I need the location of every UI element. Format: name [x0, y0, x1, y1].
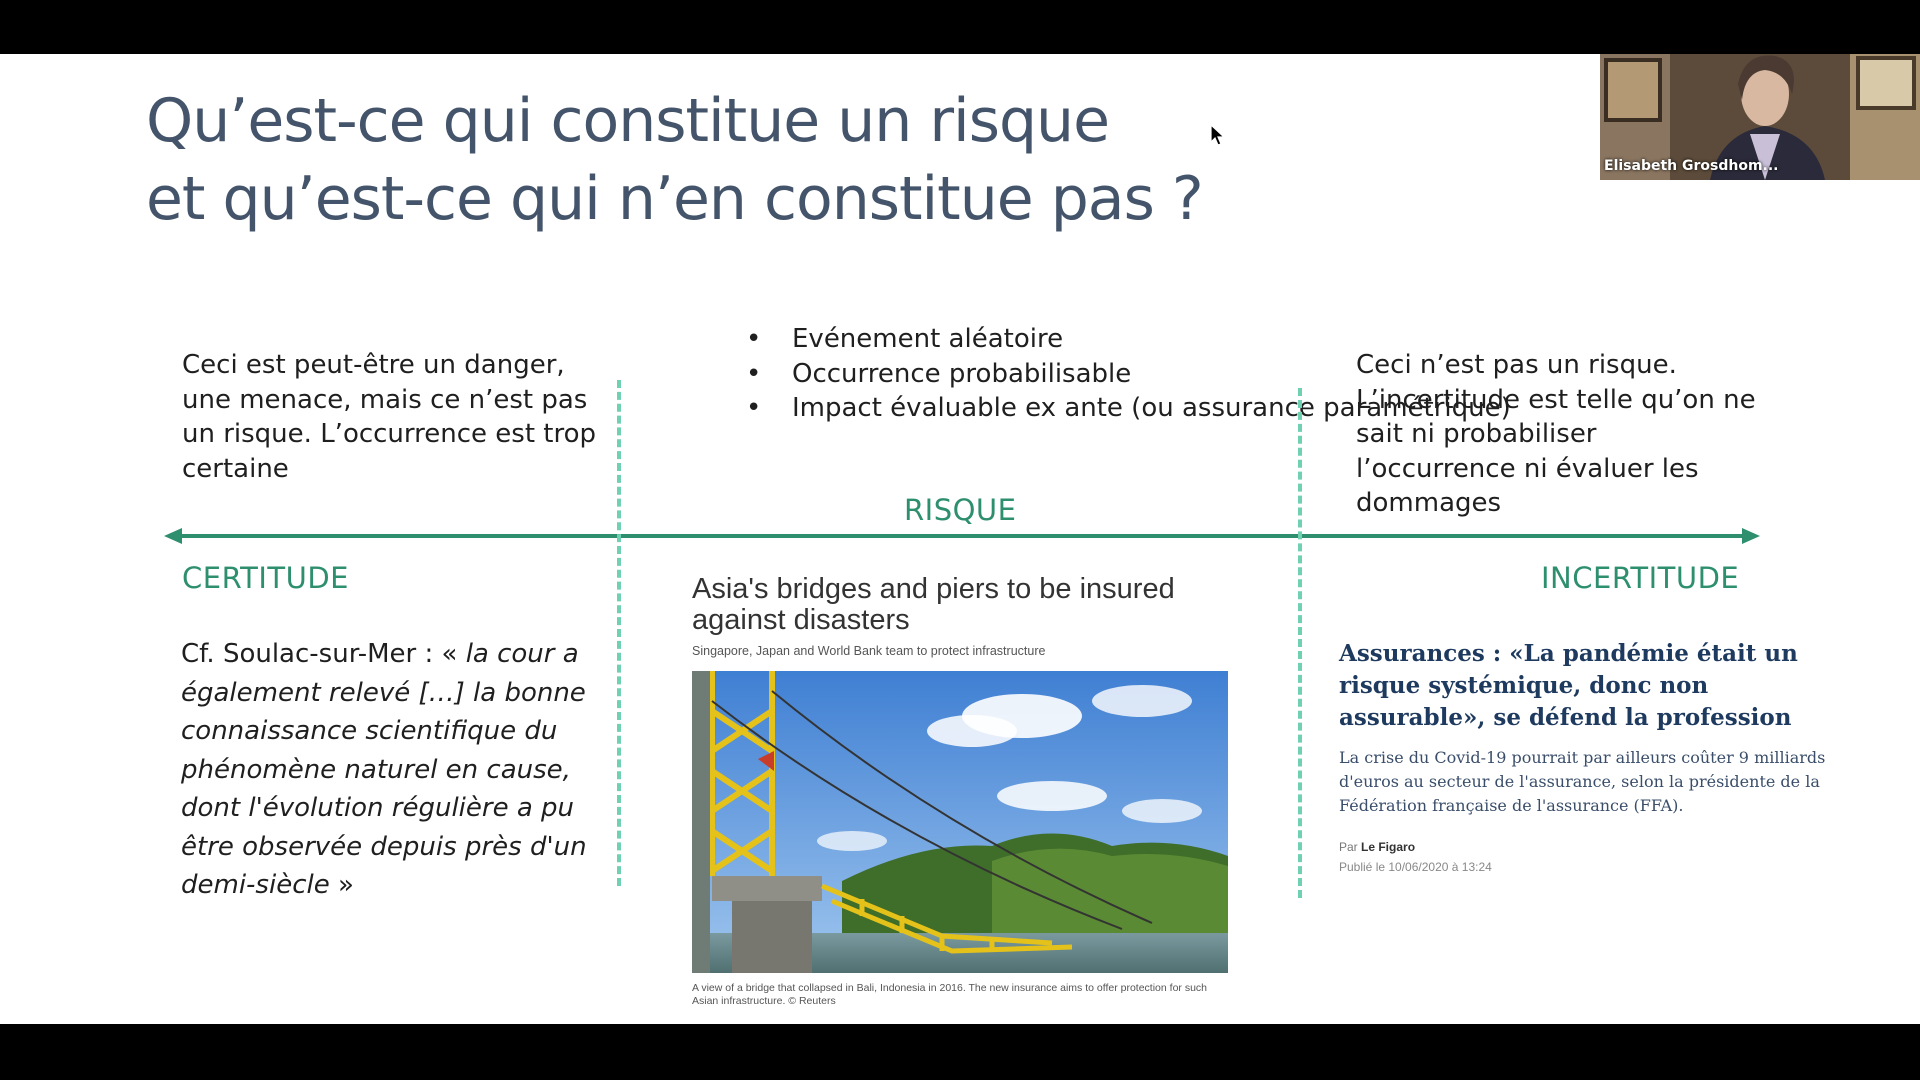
- risk-criterion: • Impact évaluable ex ante (ou assurance paramétrique): [746, 391, 1511, 426]
- label-risque: RISQUE: [904, 493, 1017, 527]
- title-line-1: Qu’est-ce qui constitue un risque: [146, 86, 1109, 156]
- article-asia-subheadline: Singapore, Japan and World Bank team to protect infrastructure: [692, 644, 1046, 658]
- article-figaro-date: Publié le 10/06/2020 à 13:24: [1339, 860, 1492, 874]
- certainty-description: Ceci est peut-être un danger, une menace, mais ce n’est pas un risque. L’occurrence est trop certaine: [182, 350, 597, 484]
- risk-criterion: • Evénement aléatoire: [746, 322, 1511, 357]
- divider-left-dashed: [617, 380, 621, 886]
- divider-right-dashed: [1298, 388, 1302, 898]
- article-figaro: [1339, 638, 1859, 874]
- article-figaro-headline: Assurances : «La pandémie était un risque systémique, donc non assurable», se défend la profession: [1339, 640, 1798, 731]
- participant-name-label: Elisabeth Grosdhom...: [1604, 158, 1779, 174]
- article-asia-headline: Asia's bridges and piers to be insured against disasters: [692, 573, 1175, 636]
- article-asia-caption: A view of a bridge that collapsed in Bali, Indonesia in 2016. The new insurance aims to offer protection for such Asian infrastructure. © Reuters: [692, 982, 1208, 1007]
- quote-suffix: »: [329, 870, 354, 900]
- title-line-2: et qu’est-ce qui n’en constitue pas ?: [146, 164, 1203, 234]
- article-figaro-lead: La crise du Covid-19 pourrait par ailleurs coûter 9 milliards d'euros au secteur de l'assurance, selon la présidente de la Fédération française de l'assurance (FFA).: [1339, 748, 1826, 815]
- label-incertitude: INCERTITUDE: [1541, 561, 1740, 595]
- top-letterbox: [0, 0, 1920, 54]
- uncertainty-description: Ceci n’est pas un risque. L’incertitude est telle qu’on ne sait ni probabiliser l’occurrence ni évaluer les dommages: [1356, 350, 1756, 518]
- slide-title: [146, 82, 1203, 238]
- quote-italic: la cour a également relevé […] la bonne connaissance scientifique du phénomène naturel en cause, dont l'évolution régulière a pu être observée depuis près d'un demi-siècle: [181, 639, 587, 900]
- article-asia-bridges: [692, 574, 1252, 658]
- byline-prefix: Par: [1339, 840, 1362, 854]
- byline-source: Le Figaro: [1361, 840, 1416, 854]
- mouse-cursor-icon: [1210, 124, 1226, 148]
- slide: [0, 54, 1920, 1024]
- collapsed-bridge-photo: [692, 671, 1228, 973]
- quote-prefix: Cf. Soulac-sur-Mer : «: [181, 639, 466, 669]
- spectrum-axis-arrow: [164, 524, 1760, 548]
- soulac-quote: [181, 635, 601, 905]
- bottom-letterbox: [0, 1024, 1920, 1080]
- article-figaro-byline: [1339, 840, 1859, 854]
- label-certitude: CERTITUDE: [182, 561, 349, 595]
- risk-criterion: • Occurrence probabilisable: [746, 357, 1511, 392]
- participant-video-tile[interactable]: [1600, 54, 1920, 180]
